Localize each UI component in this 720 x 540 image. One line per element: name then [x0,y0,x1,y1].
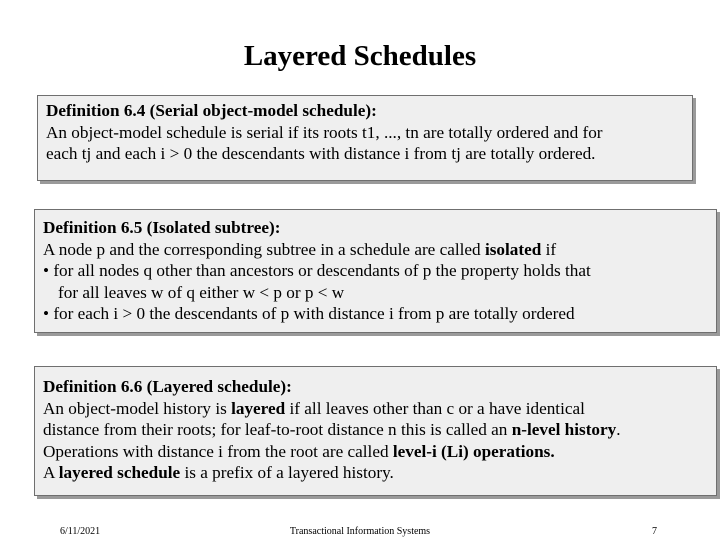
footer-page-number: 7 [652,526,657,537]
definition-heading: Definition 6.6 (Layered schedule): [43,377,292,396]
definition-text-line: A node p and the corresponding subtree in a schedule are called isolated if [43,239,557,259]
footer-course-title: Transactional Information Systems [289,526,431,537]
definition-text-line: distance from their roots; for leaf-to-root distance n this is called an n-level history. [43,420,621,439]
emphasis-term: layered schedule [58,463,181,482]
definition-heading: Definition 6.5 (Isolated subtree): [43,218,281,237]
bullet-continuation: for all leaves w of q either w < p or p < w [58,282,345,302]
slide-title: Layered Schedules [243,40,477,72]
footer-date: 6/11/2021 [60,526,101,537]
emphasis-term: isolated [484,239,542,259]
definition-6-6-box [34,366,717,496]
emphasis-term: layered [231,398,286,418]
emphasis-term: n-level history [511,420,617,439]
definition-text-line: An object-model history is layered if all leaves other than c or a have identical [43,398,585,418]
definition-6-5-box [34,209,717,333]
definition-6-4-box [37,95,693,181]
definition-heading: Definition 6.4 (Serial object-model schedule): [46,101,377,120]
bullet-item: • for all nodes q other than ancestors or descendants of p the property holds that [43,261,591,280]
emphasis-term: level-i (Li) operations. [392,441,555,461]
definition-text-line: Operations with distance i from the root are called level-i (Li) operations. [43,441,555,461]
bullet-item: • for each i > 0 the descendants of p with distance i from p are totally ordered [43,304,575,323]
definition-text-line: A layered schedule is a prefix of a layered history. [43,463,394,482]
definition-text-line: each tj and each i > 0 the descendants with distance i from tj are totally ordered. [46,144,596,163]
definition-text-line: An object-model schedule is serial if its roots t1, ..., tn are totally ordered and for [46,122,603,142]
